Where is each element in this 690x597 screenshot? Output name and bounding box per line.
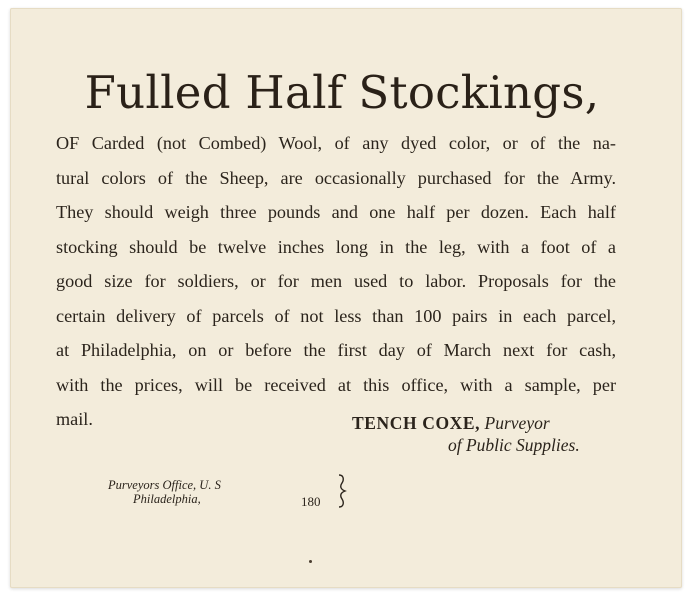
- body-line: good size for soldiers, or for men used to labor. Proposals for the: [56, 271, 616, 291]
- body-line: stocking should be twelve inches long in the leg, with a foot of a: [56, 236, 616, 257]
- year-field: 180: [301, 494, 321, 509]
- ink-dot: [309, 560, 312, 563]
- body-text: [56, 133, 616, 444]
- signature-title-part2: of Public Supplies.: [448, 435, 580, 455]
- brace-icon: [336, 474, 348, 508]
- body-line: mail.: [56, 409, 93, 429]
- office-block: [108, 478, 221, 506]
- body-line: OF Carded (not Combed) Wool, of any dyed color, or of the na-: [56, 133, 616, 153]
- body-line: at Philadelphia, on or before the first day of March next for cash,: [56, 340, 616, 360]
- document-title: Fulled Half Stockings,: [84, 66, 600, 119]
- body-line: certain delivery of parcels of not less than 100 pairs in each parcel,: [56, 305, 616, 326]
- signature-title-part1: Purveyor: [484, 413, 550, 433]
- office-line-1: Purveyors Office, U. S: [108, 478, 221, 492]
- office-line-2: Philadelphia,: [133, 492, 201, 506]
- signature-name: TENCH COXE,: [352, 413, 481, 433]
- body-line: tural colors of the Sheep, are occasionally purchased for the Army.: [56, 167, 616, 188]
- body-line: with the prices, will be received at this office, with a sample, per: [56, 374, 616, 395]
- body-line: They should weigh three pounds and one half per dozen. Each half: [56, 202, 616, 222]
- document-sheet: [10, 8, 682, 588]
- signature-block: [352, 412, 580, 456]
